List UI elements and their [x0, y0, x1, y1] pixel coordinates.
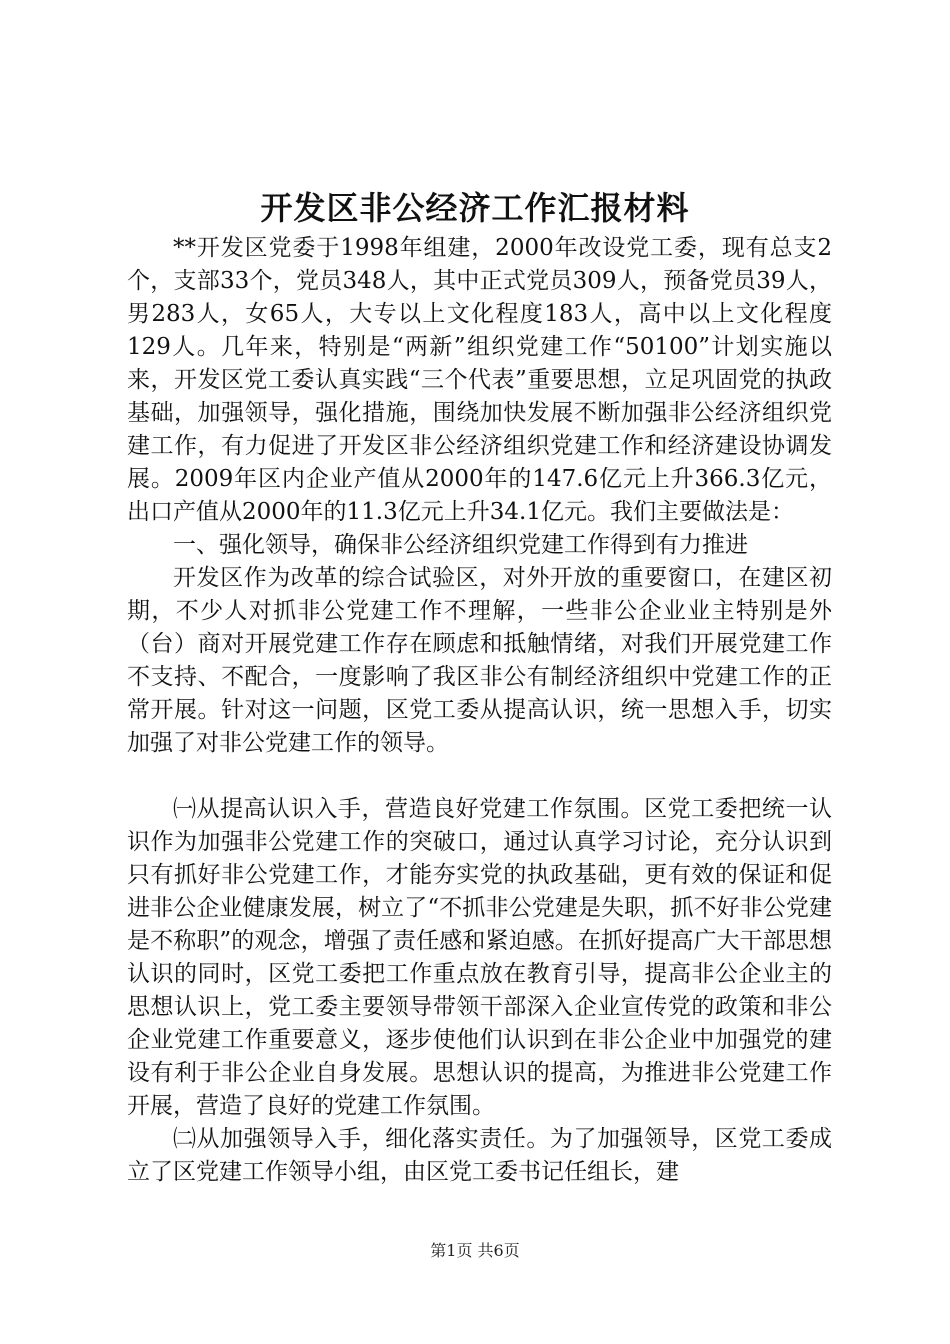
- document-body: [127, 232, 832, 1189]
- paragraph-item-1: ㈠从提高认识入手，营造良好党建工作氛围。区党工委把统一认识作为加强非公党建工作的突破口，通过认真学习讨论，充分认识到只有抓好非公党建工作，才能夯实党的执政基础，更有效的保证和促进非公企业健康发展，树立了“不抓非公党建是失职，抓不好非公党建是不称职”的观念，增强了责任感和紧迫感。在抓好提高广大干部思想认识的同时，区党工委把工作重点放在教育引导，提高非公企业主的思想认识上，党工委主要领导带领干部深入企业宣传党的政策和非公企业党建工作重要意义，逐步使他们认识到在非公企业中加强党的建设有利于非公企业自身发展。思想认识的提高，为推进非公党建工作开展，营造了良好的党建工作氛围。: [127, 796, 832, 1119]
- document-title: 开发区非公经济工作汇报材料: [260, 189, 690, 227]
- paragraph-intro: **开发区党委于1998年组建，2000年改设党工委，现有总支2个，支部33个，党员348人，其中正式党员309人，预备党员39人，男283人，女65人，大专以上文化程度183人，高中以上文化程度129人。几年来，特别是“两新”组织党建工作“50100”计划实施以来，开发区党工委认真实践“三个代表”重要思想，立足巩固党的执政基础，加强领导，强化措施，围绕加快发展不断加强非公经济组织党建工作，有力促进了开发区非公经济组织党建工作和经济建设协调发展。2009年区内企业产值从2000年的147.6亿元上升366.3亿元，出口产值从2000年的11.3亿元上升34.1亿元。我们主要做法是：: [127, 235, 832, 525]
- paragraph-section-1: 开发区作为改革的综合试验区，对外开放的重要窗口，在建区初期，不少人对抓非公党建工作不理解，一些非公企业业主特别是外（台）商对开展党建工作存在顾虑和抵触情绪，对我们开展党建工作不支持、不配合，一度影响了我区非公有制经济组织中党建工作的正常开展。针对这一问题，区党工委从提高认识，统一思想入手，切实加强了对非公党建工作的领导。: [127, 565, 832, 756]
- paragraph-item-2: ㈡从加强领导入手，细化落实责任。为了加强领导，区党工委成立了区党建工作领导小组，由区党工委书记任组长，建: [127, 1126, 832, 1185]
- section-heading-1: 一、强化领导，确保非公经济组织党建工作得到有力推进: [173, 532, 748, 558]
- page-footer: 第1页 共6页: [430, 1241, 520, 1260]
